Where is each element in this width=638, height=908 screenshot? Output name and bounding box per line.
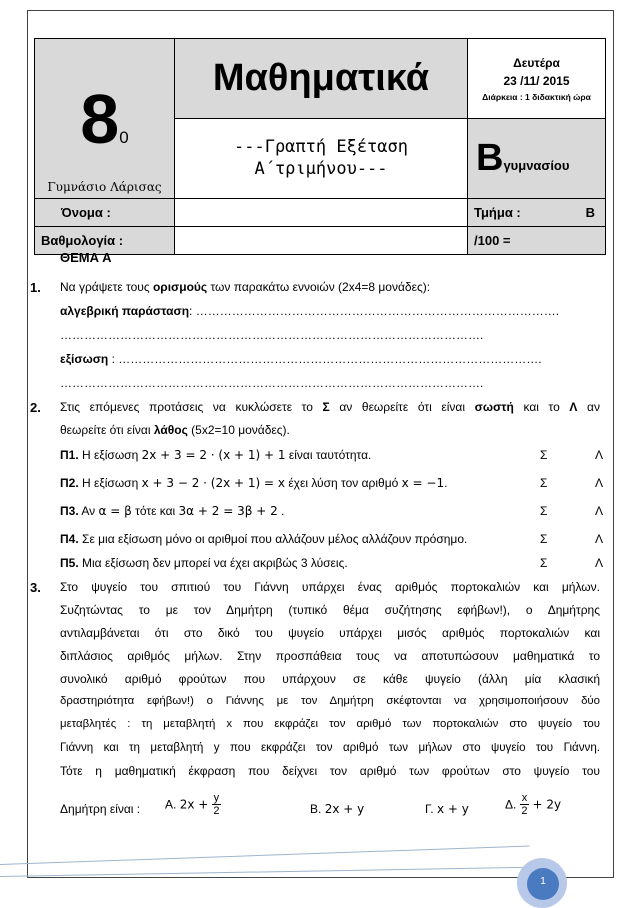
subject-title: Μαθηματικά: [175, 39, 468, 119]
exam-duration: Διάρκεια : 1 διδακτική ώρα: [482, 91, 591, 102]
question-text: Στις επόμενες προτάσεις να κυκλώσετε το Σ αν θεωρείτε ότι είναι σωστή και το Λ αν: [60, 400, 600, 414]
false-option[interactable]: Λ: [595, 504, 604, 518]
false-option[interactable]: Λ: [595, 556, 604, 570]
true-option[interactable]: Σ: [540, 532, 548, 546]
question-text: Να γράψετε τους ορισμούς των παρακάτω εννοιών (2x4=8 μονάδες):: [60, 280, 431, 294]
option-a[interactable]: Α. 2x + $\frac{y}{2}$: [165, 792, 220, 818]
score-total: /100 =: [468, 227, 606, 255]
option-c[interactable]: Γ. x + y: [425, 802, 469, 816]
paragraph-line: μεταβλητές : τη μεταβλητή x που εκφράζει τον αριθμό των πορτοκαλιών στο ψυγείο του: [60, 718, 600, 730]
true-option[interactable]: Σ: [540, 556, 548, 570]
page-number: 1: [540, 876, 546, 887]
school-number: 80: [80, 79, 129, 158]
paragraph-line: διπλάσιος αριθμός μήλων. Στην προσπάθεια τους να αποτυπώσουν μαθηματικά το: [60, 649, 600, 663]
answer-intro: Δημήτρη είναι :: [60, 802, 141, 816]
false-option[interactable]: Λ: [595, 532, 604, 546]
option-d[interactable]: Δ. $\frac{x}{2}$ + 2y: [505, 792, 562, 818]
false-option[interactable]: Λ: [595, 476, 604, 490]
paragraph-line: Γιάννη και τη μεταβλητή y που εκφράζει τον αριθμό των μήλων στο ψυγείο του Γιάννη.: [60, 741, 600, 754]
question-number: 3.: [30, 580, 41, 595]
answer-line[interactable]: …………………………………………………………………………………………….: [60, 328, 484, 342]
exam-day: Δευτέρα: [513, 55, 560, 70]
date-cell: [468, 39, 606, 119]
school-name: Γυμνάσιο Λάρισας: [47, 180, 162, 194]
grade-label: Βγυμνασίου: [468, 119, 606, 199]
section-heading: ΘΕΜΑ Α: [60, 250, 112, 265]
answer-line[interactable]: εξίσωση : …………………………………………………………………………………………….: [60, 352, 542, 366]
paragraph-line: Στο ψυγείο του σπιτιού του Γιάννη υπάρχει ένας αριθμός πορτοκαλιών και μήλων.: [60, 580, 600, 594]
paragraph-line: συνολικό αριθμό φρούτων που υπάρχουν σε κάθε ψυγείο (άλλη μία κλασική: [60, 672, 600, 686]
exam-date: 23 /11/ 2015: [503, 73, 570, 88]
statement-p4: Π4. Σε μια εξίσωση μόνο οι αριθμοί που αλλάζουν μέλος αλλάζουν πρόσημο. Σ Λ: [60, 532, 604, 546]
question-text: θεωρείτε ότι είναι λάθος (5x2=10 μονάδες).: [60, 423, 290, 437]
paragraph-line: δραστηριότητα εφήβων!) ο Γιάννης με τον Δημήτρη σκέφτονται να χρησιμοποιήσουν δύο: [60, 695, 600, 707]
statement-p5: Π5. Μια εξίσωση δεν μπορεί να έχει ακριβώς 3 λύσεις. Σ Λ: [60, 556, 604, 570]
section-cell: Τμήμα : Β: [468, 199, 606, 227]
school-cell: [35, 39, 175, 199]
exam-title: ---Γραπτή Εξέταση Α΄τριμήνου---: [175, 119, 468, 199]
option-b[interactable]: Β. 2x + y: [310, 802, 365, 816]
statement-p3: Π3. Αν α = β τότε και 3α + 2 = 3β + 2 . Σ Λ: [60, 504, 604, 518]
false-option[interactable]: Λ: [595, 448, 604, 462]
statement-p1: Π1. Η εξίσωση 2x + 3 = 2 · (x + 1) + 1 είναι ταυτότητα. Σ Λ: [60, 448, 604, 462]
paragraph-line: Τότε η μαθηματική έκφραση που δείχνει τον αριθμό των φρούτων στο ψυγείο του: [60, 764, 600, 778]
question-number: 1.: [30, 280, 41, 295]
name-label: Όνομα :: [35, 199, 175, 227]
answer-line[interactable]: αλγεβρική παράσταση: ……………………………………………………………………………….: [60, 304, 560, 318]
paragraph-line: αντιλαμβάνεται ότι στο δικό του ψυγείο υπάρχει μισός αριθμός πορτοκαλιών και: [60, 626, 600, 640]
statement-p2: Π2. Η εξίσωση x + 3 − 2 · (2x + 1) = x έχει λύση τον αριθμό x = −1. Σ Λ: [60, 476, 604, 490]
exam-header: [34, 38, 606, 255]
true-option[interactable]: Σ: [540, 504, 548, 518]
answer-line[interactable]: …………………………………………………………………………………………….: [60, 376, 484, 390]
true-option[interactable]: Σ: [540, 476, 548, 490]
paragraph-line: Συζητώντας το με τον Δημήτρη (τυπικό θέμα συζήτησης εφήβων!), ο Δημήτρης: [60, 603, 600, 617]
score-field[interactable]: [175, 227, 468, 255]
answer-options: [60, 788, 600, 828]
score-label: Βαθμολογία :: [35, 227, 175, 255]
name-field[interactable]: [175, 199, 468, 227]
true-option[interactable]: Σ: [540, 448, 548, 462]
question-number: 2.: [30, 400, 41, 415]
